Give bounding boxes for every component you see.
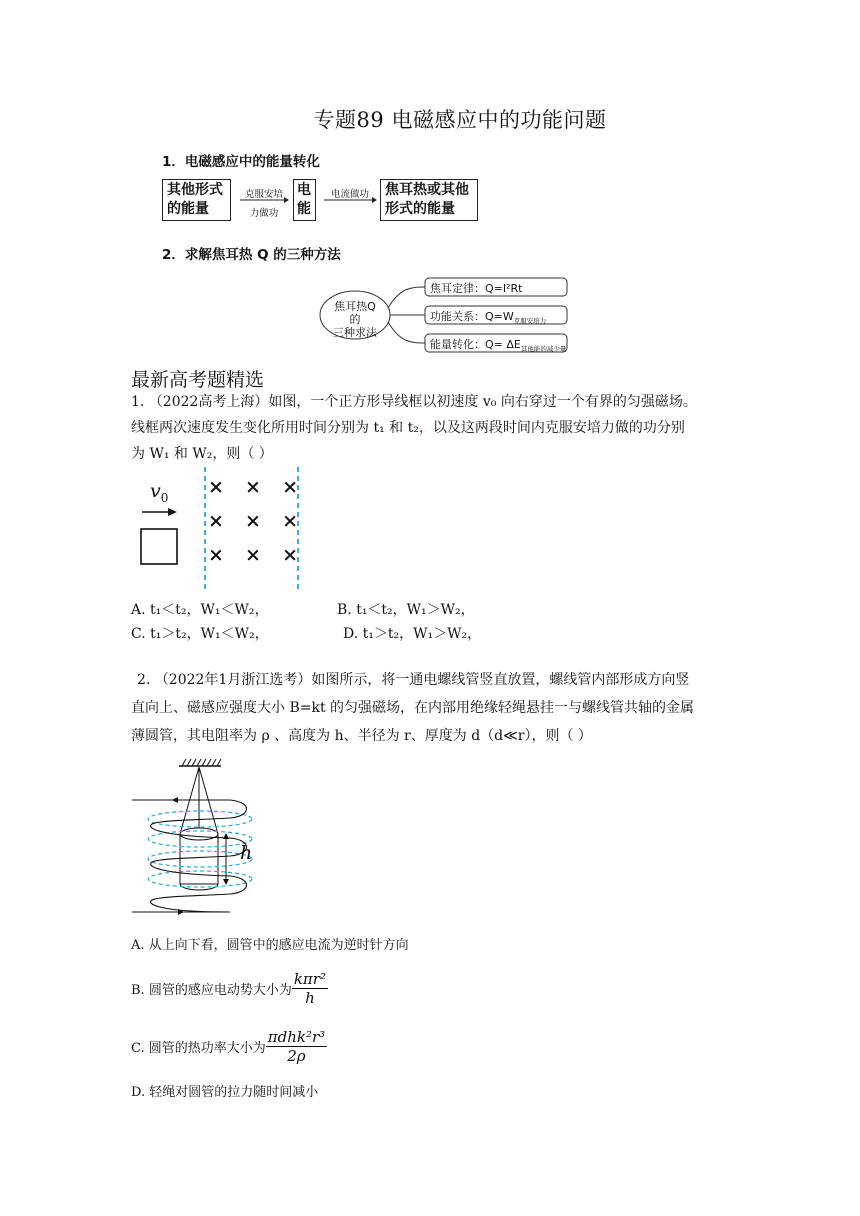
q2-option-c-numerator: πdhk²r³ <box>267 1027 326 1046</box>
section2-heading: 2．求解焦耳热 Q 的三种方法 <box>162 247 341 263</box>
arrow1-label-bottom: 力做功 <box>249 208 279 219</box>
q2-option-a[interactable]: A. 从上向下看，圆管中的感应电流为逆时针方向 <box>131 938 409 953</box>
energy-box-electric-line2: 能 <box>297 201 311 217</box>
q1-line1: 1. （2022高考上海）如图，一个正方形导线框以初速度 v₀ 向右穿过一个有界的匀强磁场。 <box>131 394 697 410</box>
q2-option-c-denominator: 2ρ <box>287 1046 306 1065</box>
q1-line2-b: 以及这两段时间内克服安培力做的功分别 <box>432 420 685 436</box>
methods-center-line2: 三种求法 <box>333 326 377 339</box>
method-energy-conversion-main: 能量转化：Q= ΔE <box>430 338 521 351</box>
q1-cross: × <box>208 544 224 566</box>
q1-option-a[interactable]: A. t₁＜t₂，W₁＜W₂， <box>131 602 269 618</box>
energy-box-heat <box>380 179 478 221</box>
q2-option-c-text: C. 圆管的热功率大小为 <box>131 1040 266 1056</box>
energy-box-heat-line1: 焦耳热或其他 <box>385 182 469 198</box>
methods-center-line1: 焦耳热Q的 <box>334 300 376 326</box>
q2-line2: 直向上、磁感应强度大小 B=kt 的匀强磁场，在内部用绝缘轻绳悬挂一与螺线管共轴的金属 <box>131 700 695 716</box>
q1-velocity-v: v <box>150 480 161 502</box>
method-work-energy <box>430 308 546 325</box>
method-energy-conversion-sub: 其他能的减少量 <box>520 345 567 354</box>
q1-cross: × <box>208 510 224 532</box>
q2-option-b-denominator: h <box>305 988 315 1007</box>
methods-center <box>330 300 380 339</box>
q2-option-d[interactable]: D. 轻绳对圆管的拉力随时间减小 <box>131 1085 319 1100</box>
q1-velocity-sub: 0 <box>160 490 169 505</box>
q1-cross: × <box>282 510 298 532</box>
method-work-energy-sub: 克服安培力 <box>513 317 547 326</box>
energy-box-electric <box>293 179 316 221</box>
section1-heading: 1．电磁感应中的能量转化 <box>162 154 320 170</box>
q1-cross-row <box>208 538 298 572</box>
q2-option-b-text: B. 圆管的感应电动势大小为 <box>131 982 292 998</box>
q2-option-c[interactable] <box>131 1024 327 1068</box>
q2-solenoid-figure <box>130 758 270 918</box>
q1-field-crosses <box>208 470 298 572</box>
q1-line2-comma: ， <box>418 420 433 436</box>
arrow1-icon <box>238 196 290 204</box>
q2-option-b-numerator: kπr² <box>293 969 326 988</box>
q2-option-b-fraction <box>292 970 328 1007</box>
arrow1-label-top: 克服安培 <box>244 189 283 200</box>
energy-box-heat-line2: 形式的能量 <box>385 201 455 217</box>
q2-option-b[interactable] <box>131 966 328 1010</box>
energy-box-electric-line1: 电 <box>297 182 311 198</box>
q1-square-frame <box>141 529 177 564</box>
q1-option-d[interactable]: D. t₁＞t₂，W₁＞W₂， <box>343 626 482 642</box>
q1-cross: × <box>245 544 261 566</box>
page-title: 专题89 电磁感应中的功能问题 <box>313 108 607 132</box>
q1-cross: × <box>208 476 224 498</box>
q1-cross-row <box>208 504 298 538</box>
energy-box-other <box>162 179 231 221</box>
method-energy-conversion <box>430 336 566 353</box>
q1-cross: × <box>282 544 298 566</box>
q2-option-c-fraction <box>266 1028 327 1065</box>
q1-velocity-arrow-head <box>168 508 177 516</box>
q1-line2 <box>131 417 731 440</box>
q1-cross: × <box>245 510 261 532</box>
q1-option-c[interactable]: C. t₁＞t₂，W₁＜W₂， <box>131 626 269 642</box>
exam-heading: 最新高考题精选 <box>131 369 265 391</box>
arrow2-label: 电流做功 <box>330 189 369 200</box>
q1-option-b[interactable]: B. t₁＜t₂，W₁＞W₂， <box>337 602 475 618</box>
method-joule-law: 焦耳定律：Q=I²Rt <box>430 282 523 295</box>
q2-line3: 薄圆管，其电阻率为 ρ 、高度为 h、半径为 r、厚度为 d（d≪r），则（ ） <box>131 728 592 744</box>
q1-cross: × <box>245 476 261 498</box>
q1-line2-a: 线框两次速度发生变化所用时间分别为 t₁ 和 t₂ <box>131 420 419 436</box>
energy-box-other-line2: 的能量 <box>167 201 209 217</box>
method-work-energy-main: 功能关系：Q=W <box>430 310 514 323</box>
arrow2-icon <box>322 196 378 204</box>
q1-cross-row <box>208 470 298 504</box>
q1-cross: × <box>282 476 298 498</box>
q2-height-label: h <box>240 842 253 864</box>
q1-line3: 为 W₁ 和 W₂，则（ ） <box>131 446 273 462</box>
q2-line1: 2. （2022年1月浙江选考）如图所示，将一通电螺线管竖直放置，螺线管内部形成方向竖 <box>137 672 690 688</box>
energy-box-other-line1: 其他形式 <box>167 182 223 198</box>
